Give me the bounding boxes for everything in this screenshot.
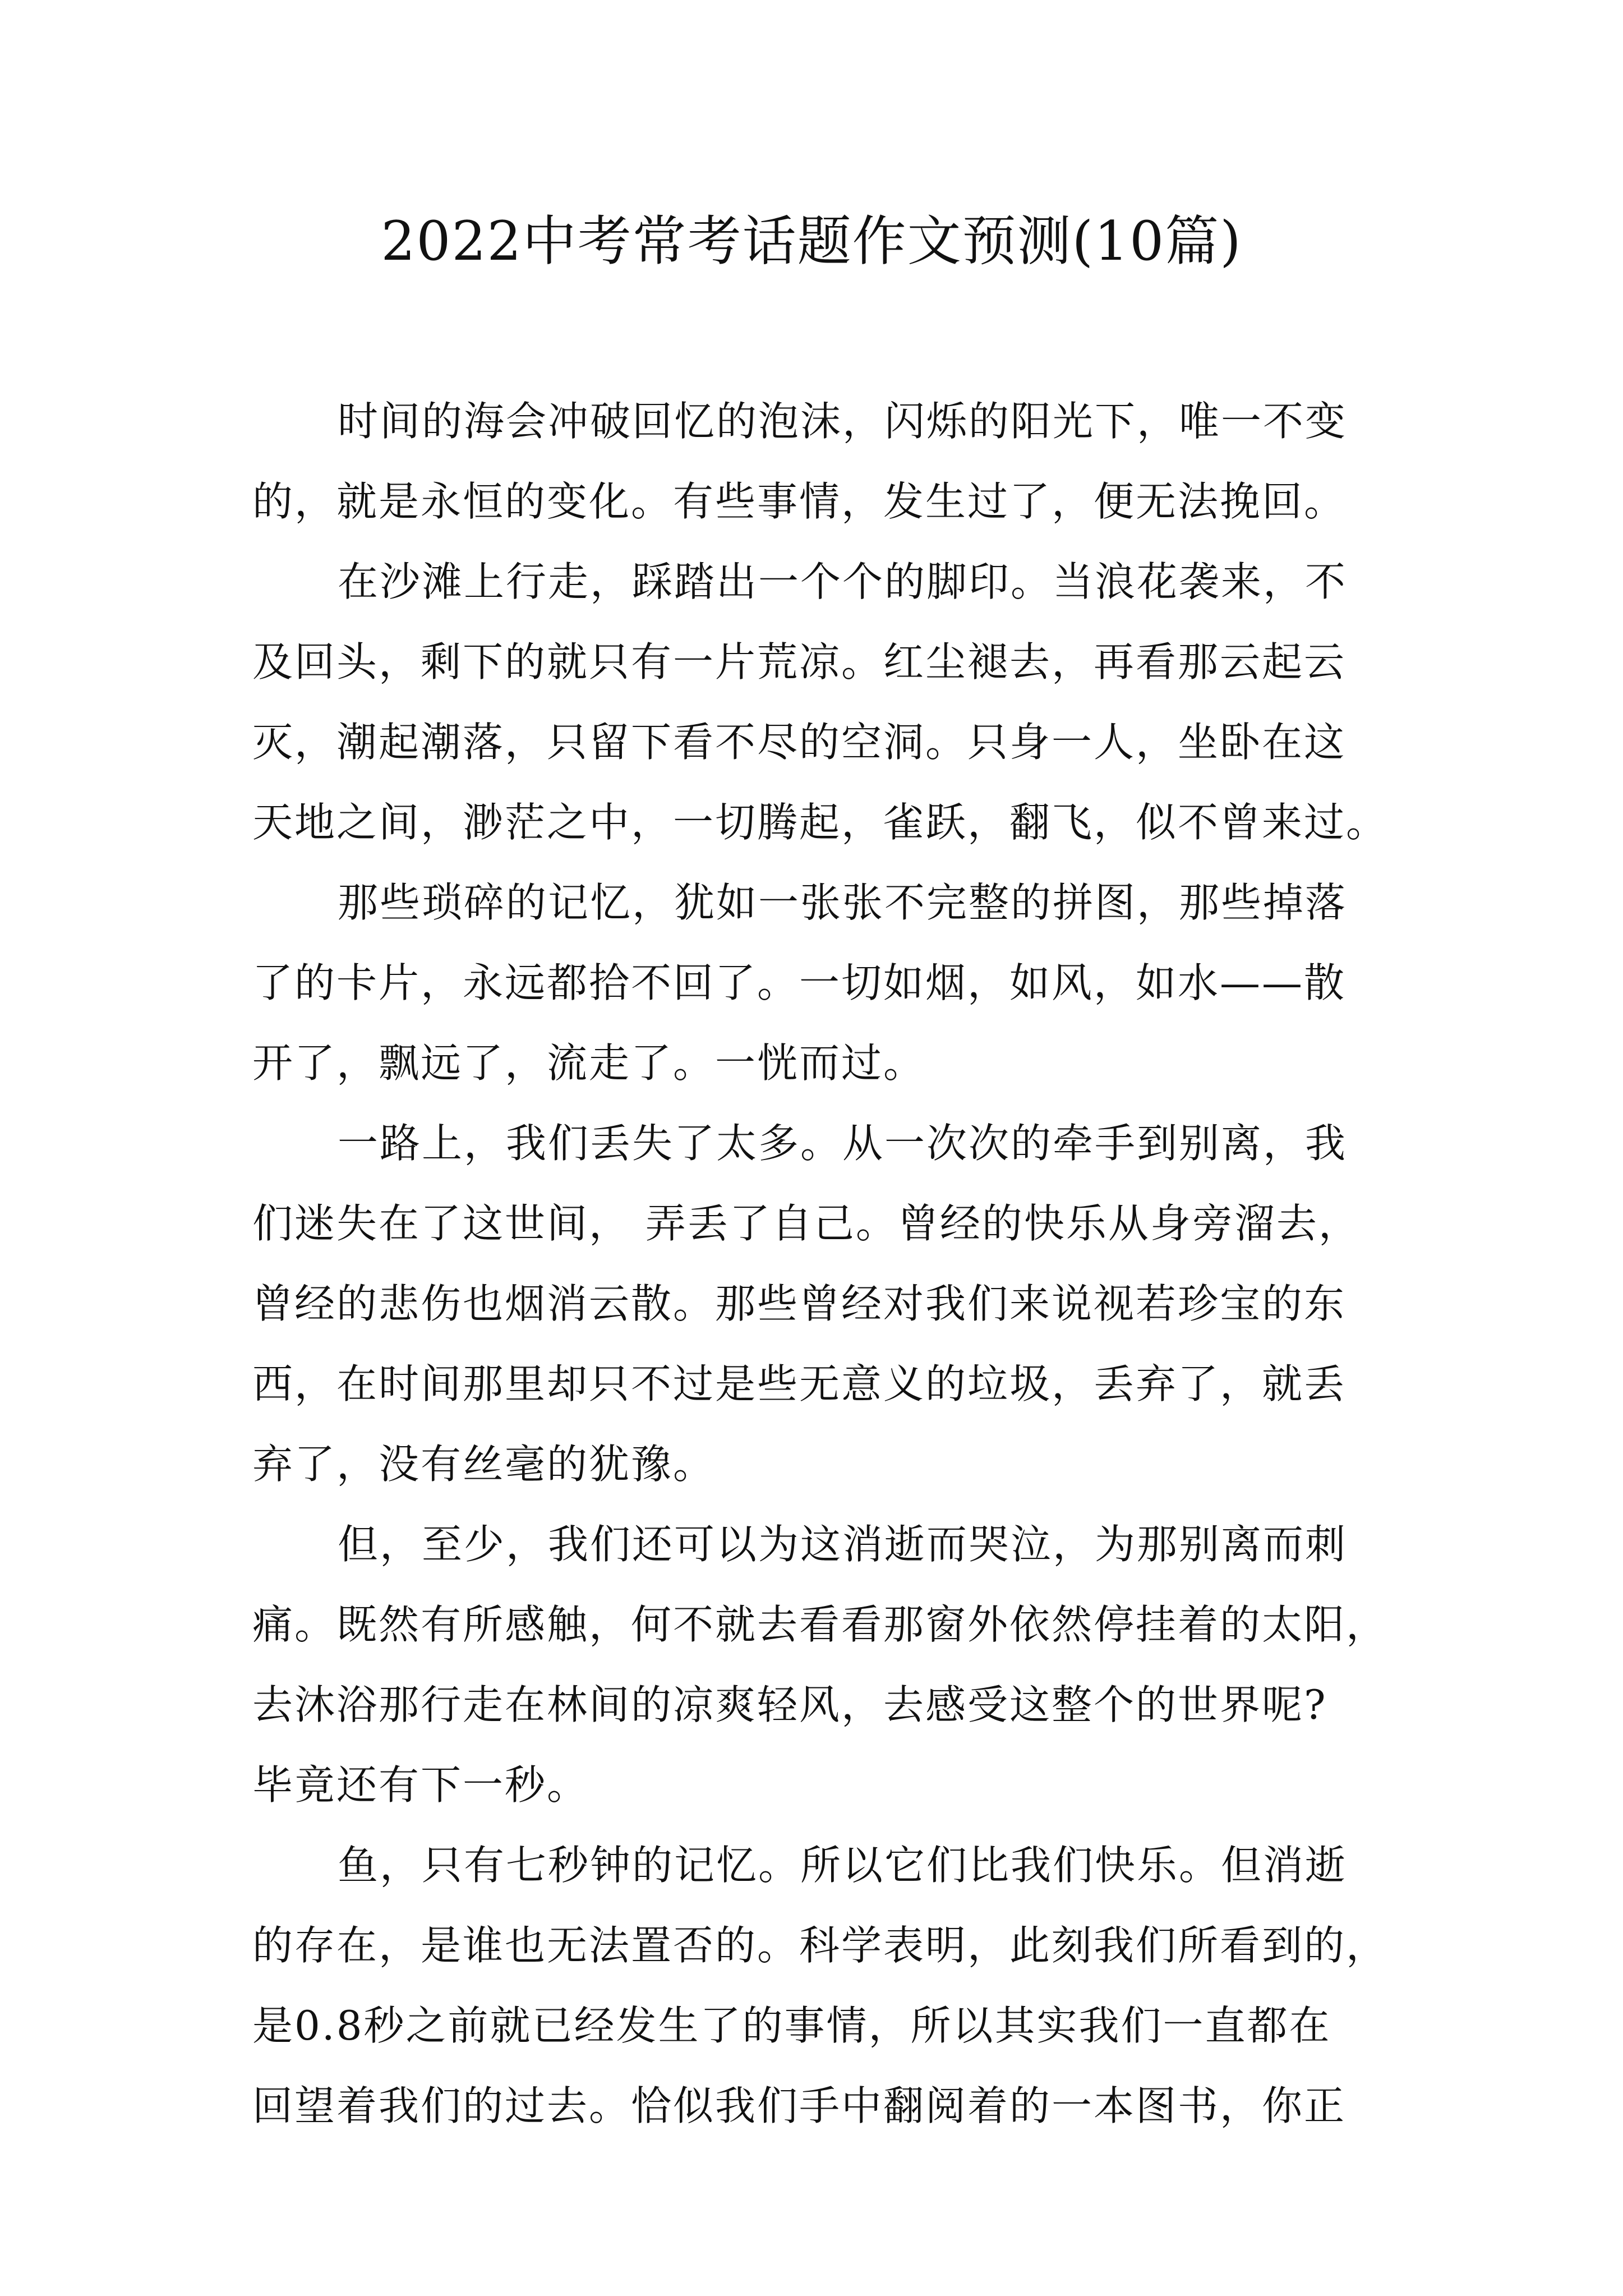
- text-line: 鱼，只有七秒钟的记忆。所以它们比我们快乐。但消逝: [338, 1842, 1348, 1889]
- text-line: 去沐浴那行走在林间的凉爽轻风，去感受这整个的世界呢?: [252, 1681, 1327, 1728]
- text-line: 西，在时间那里却只不过是些无意义的垃圾，丢弃了，就丢: [252, 1360, 1347, 1407]
- text-line: 的，就是永恒的变化。有些事情，发生过了，便无法挽回。: [252, 478, 1347, 525]
- text-line: 及回头，剩下的就只有一片荒凉。红尘褪去，再看那云起云: [252, 638, 1347, 685]
- text-line: 曾经的悲伤也烟消云散。那些曾经对我们来说视若珍宝的东: [252, 1280, 1347, 1327]
- text-line: 天地之间，渺茫之中，一切腾起，雀跃，翻飞，似不曾来过。: [252, 799, 1389, 846]
- text-line: 的存在，是谁也无法置否的。科学表明，此刻我们所看到的，: [252, 1922, 1389, 1969]
- document-title: 2022中考常考话题作文预测(10篇): [381, 210, 1242, 273]
- text-line: 但，至少，我们还可以为这消逝而哭泣，为那别离而刺: [338, 1521, 1348, 1568]
- text-line: 一路上，我们丢失了太多。从一次次的牵手到别离，我: [338, 1120, 1348, 1167]
- text-line: 时间的海会冲破回忆的泡沫，闪烁的阳光下，唯一不变: [338, 398, 1348, 445]
- text-line: 那些琐碎的记忆，犹如一张张不完整的拼图，那些掉落: [338, 879, 1348, 926]
- document-body: [252, 381, 1396, 2146]
- text-line: 回望着我们的过去。恰似我们手中翻阅着的一本图书，你正: [252, 2082, 1347, 2129]
- text-line: 开了，飘远了，流走了。一恍而过。: [252, 1039, 926, 1087]
- text-line: 毕竟还有下一秒。: [252, 1761, 589, 1809]
- text-line: 弃了，没有丝毫的犹豫。: [252, 1441, 716, 1488]
- text-line: 是0.8秒之前就已经发生了的事情，所以其实我们一直都在: [252, 2002, 1331, 2049]
- text-line: 们迷失在了这世间， 弄丢了自己。曾经的快乐从身旁溜去，: [252, 1200, 1361, 1247]
- text-line: 了的卡片，永远都拾不回了。一切如烟，如风，如水——散: [252, 959, 1347, 1006]
- text-line: 在沙滩上行走，踩踏出一个个的脚印。当浪花袭来，不: [338, 558, 1348, 605]
- text-line: 痛。既然有所感触，何不就去看看那窗外依然停挂着的太阳，: [252, 1601, 1389, 1648]
- text-line: 灭，潮起潮落，只留下看不尽的空洞。只身一人，坐卧在这: [252, 719, 1347, 766]
